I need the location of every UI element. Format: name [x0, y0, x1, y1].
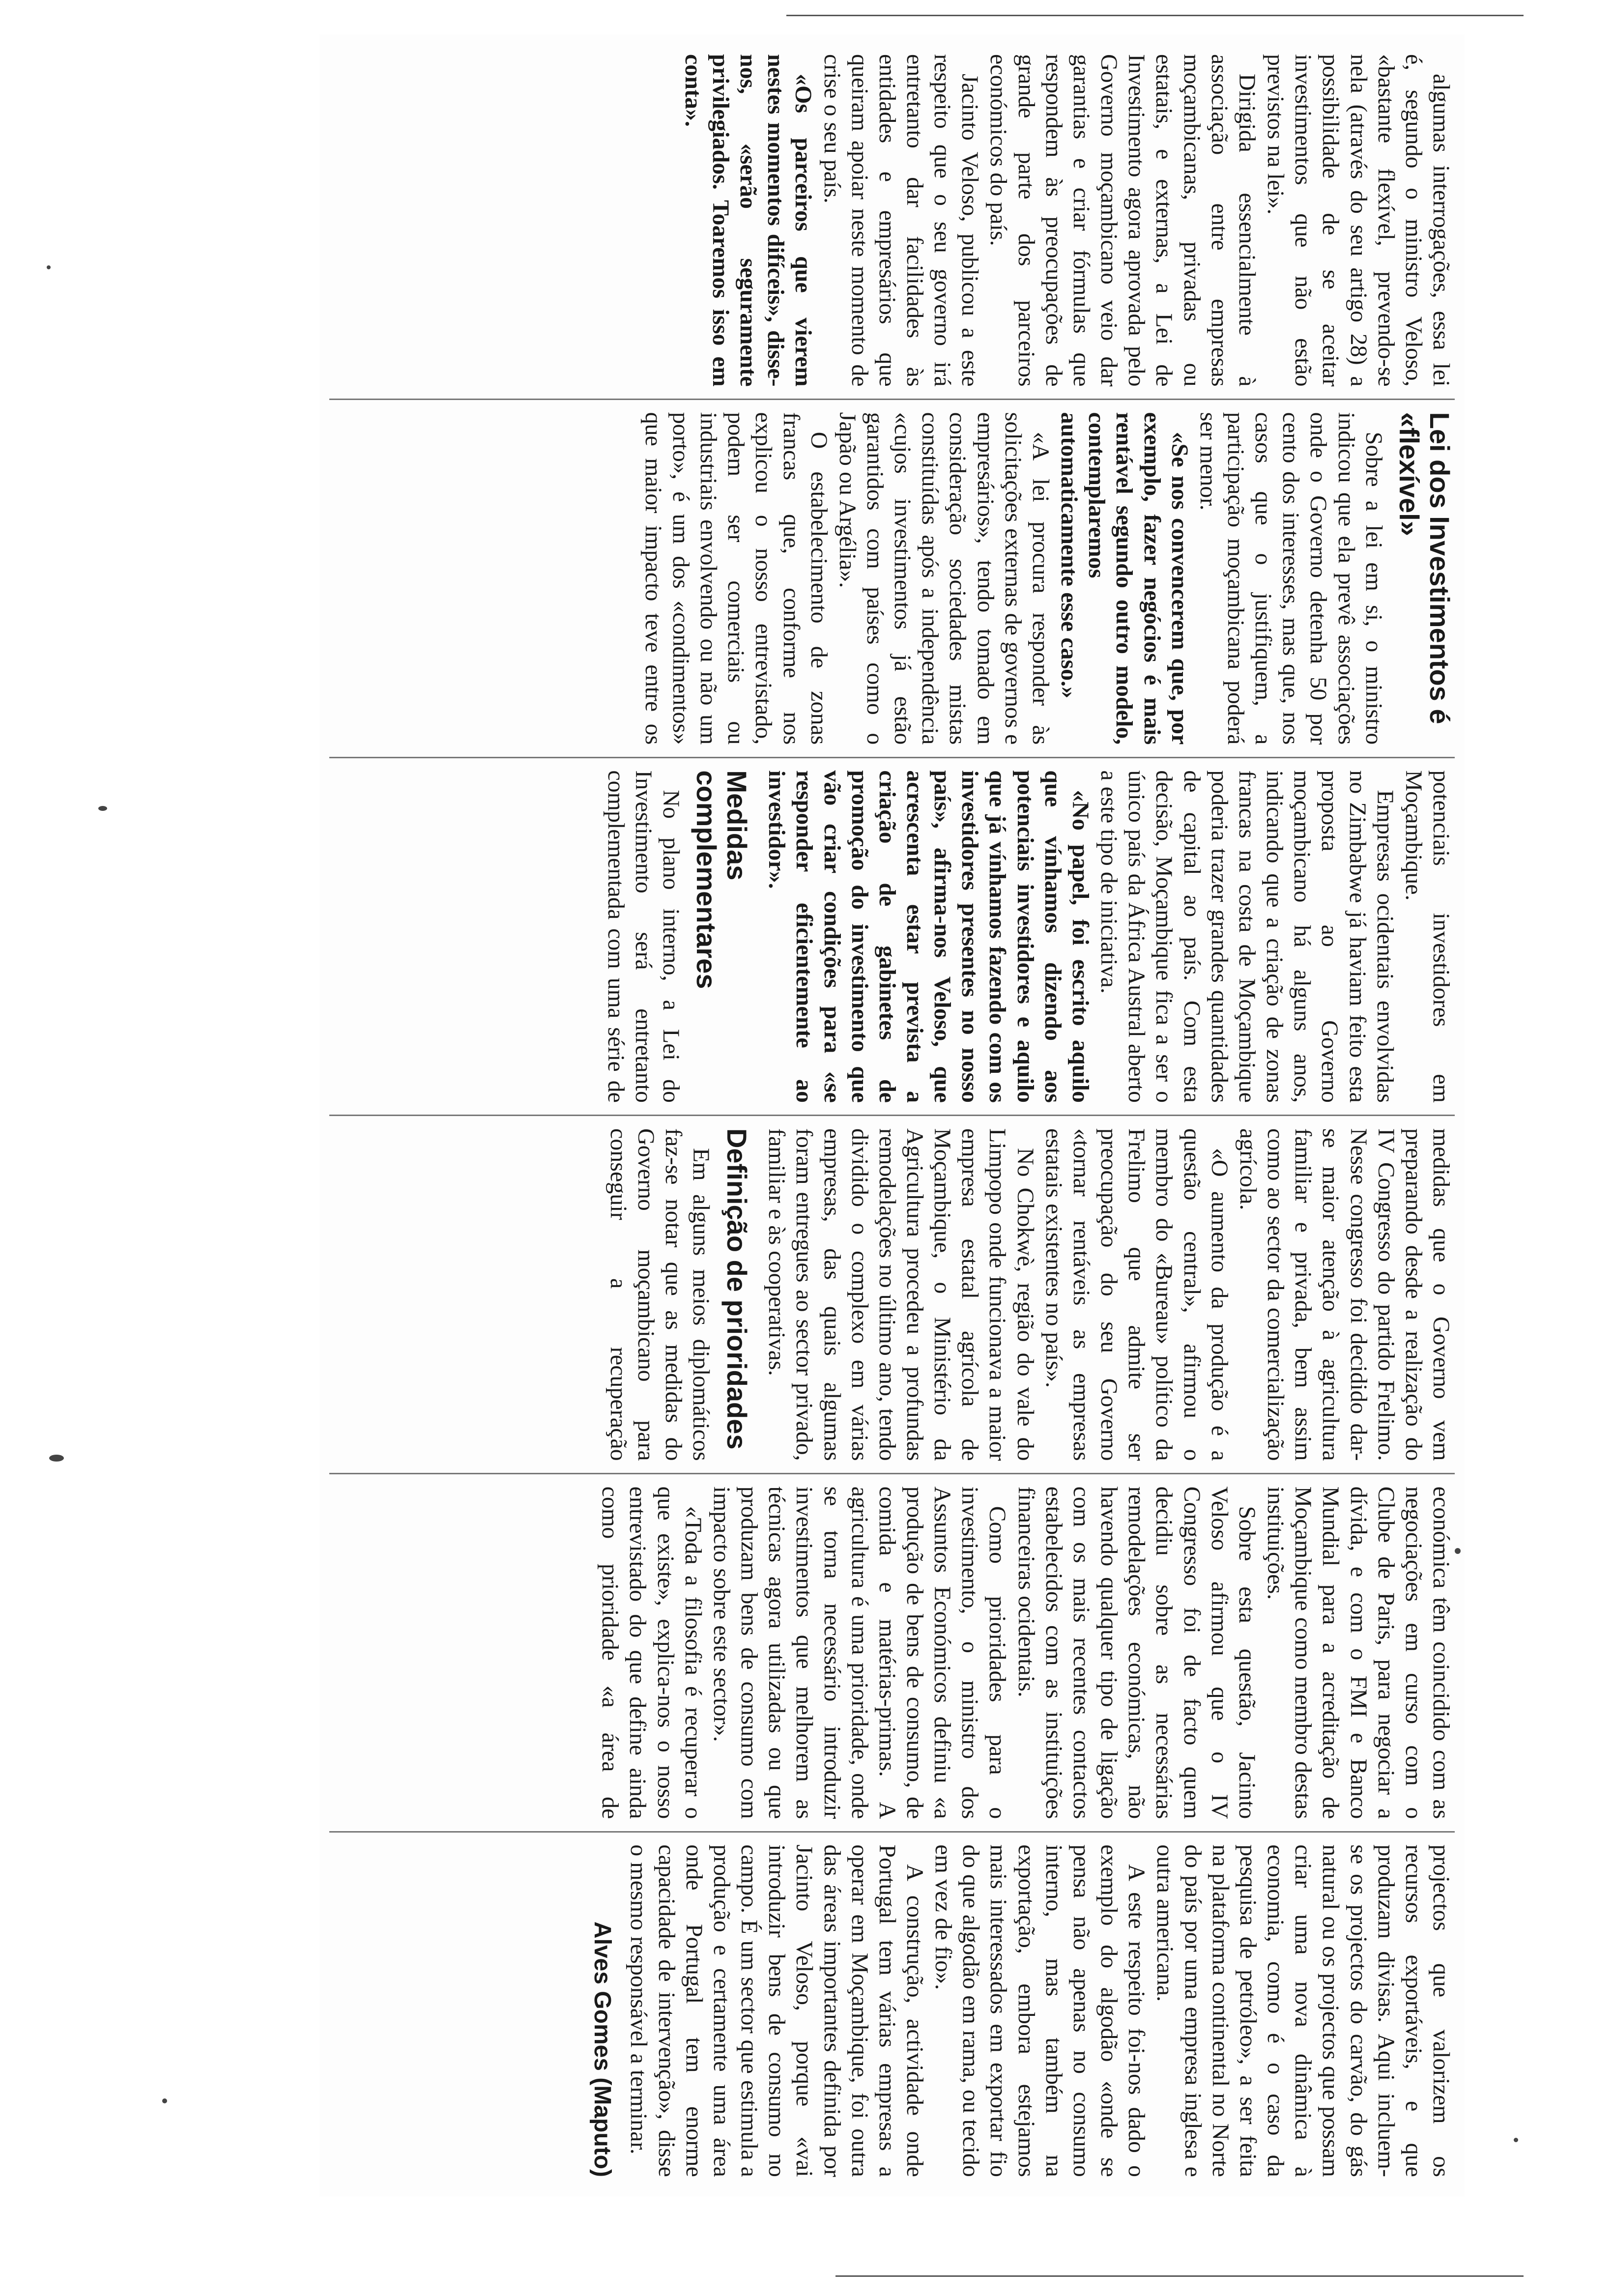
article-paragraph: A construção, actividade onde Portugal tem várias empresas a operar em Moçambique, foi outra das áreas importantes definida por Jacinto Veloso, porque «vai introduzir bens de consumo no campo. É um sector que estimula a produção e certamente uma área onde Portugal tem enorme capacidade de intervenção», disse o mesmo responsável a terminar.	[626, 1844, 928, 2177]
article-paragraph: No plano interno, a Lei do Investimento será entretanto complementada com uma série de medidas que o Governo vem preparando desde a realização do IV Congresso do partido Frelimo. Nesse congresso foi decidido dar-se maior atenção à agricultura familiar e privada, bem assim como ao sector da comercialização agrícola.	[603, 770, 1454, 1461]
article-paragraph: «A lei procura responder às solicitações externas de governos e empresários», tendo tomado em consideração sociedades mistas constituídas após a independência «cujos investimentos já estão garantidos com países como o Japão ou Argélia».	[834, 412, 1054, 745]
article-paragraph: Dirigida essencialmente à associação entre empresas moçambicanas, privadas ou estatais, e externas, a Lei de Investimento agora aprovada pelo Governo moçambicano veio dar garantias e criar fórmulas que respondem às preocupações de grande parte dos parceiros económicos do país.	[985, 54, 1260, 387]
article-paragraph: «Toda a filosofia é recuperar o que existe», explica-nos o nosso entrevistado do que define ainda como prioridade «a área de projectos que valorizem os recursos exportáveis, e que produzam divisas. Aqui incluem-se os projectos do carvão, do gás natural ou os projectos que possam criar uma nova dinâmica à economia, como é o caso da pesquisa de petróleo», a ser feita na plataforma continental no Norte do país por uma empresa inglesa e outra americana.	[597, 1486, 1454, 2177]
article-paragraph-bold: «Os parceiros que vierem nestes momentos difíceis», disse-nos, «serão seguramente privilegiados. Toaremos isso em conta».	[680, 54, 817, 387]
article-paragraph-bold: «Se nos convencerem que, por exemplo, fazer negócios é mais rentável segundo outro modelo, contemplaremos automaticamente esse caso.»	[1056, 412, 1193, 745]
article-paragraph: Empresas ocidentais envolvidas no Zimbabwe já haviam feito esta proposta ao Governo moçambicano há alguns anos, indicando que a criação de zonas francas na costa de Moçambique poderia trazer grandes quantidades de capital ao país. Com esta decisão, Moçambique fica a ser o único país da África Austral aberto a este tipo de iniciativa.	[1096, 770, 1398, 1103]
article-paragraph: Sobre esta questão, Jacinto Veloso afirmou que o IV Congresso foi de facto quem decidiu sobre as necessárias remodelações económicas, não havendo qualquer tipo de ligação com os mais recentes contactos estabelecidos com as instituições financeiras ocidentais.	[1013, 1486, 1260, 1819]
section-heading-priorities: Definição de prioridades	[721, 1128, 753, 1450]
scan-edge-mark	[786, 15, 1524, 16]
author-signature: Alves Gomes (Maputo)	[589, 1921, 616, 2177]
article-paragraph: Como prioridades para o investimento, o ministro dos Assuntos Económicos definiu «a produção de bens de consumo, de comida e matérias-primas. A agricultura é uma prioridade, onde se torna necessário introduzir investimentos que melhorem as técnicas agora utilizadas ou que produzam bens de consumo com impacto sobre este sector».	[708, 1486, 1011, 1819]
article-paragraph: O estabelecimento de zonas francas que, conforme nos explicou o nosso entrevistado, podem ser comerciais ou industriais envolvendo ou não um porto», é um dos «condimentos» que maior impacto teve entre os potenciais investidores em Moçambique.	[640, 412, 1454, 1103]
article-paragraph: A este respeito foi-nos dado o exemplo do algodão «onde se pensa não apenas no consumo interno, mas também na exportação, embora estejamos mais interessados em exportar fio do que algodão em rama, ou tecido em vez de fio».	[930, 1844, 1150, 2177]
section-heading-complementary-measures: Medidas complementares	[691, 770, 753, 989]
article-paragraph: No Chokwè, região do vale do Limpopo onde funcionava a maior empresa estatal agrícola de Moçambique, o Ministério da Agricultura procedeu a profundas remodelações no último ano, tendo dividido o complexo em várias empresas, das quais algumas foram entregues ao sector privado, familiar e às cooperativas.	[764, 1128, 1038, 1461]
section-heading-investment-law: Lei dos Investimentos é «flexível»	[1394, 412, 1455, 724]
scan-speck	[98, 806, 107, 811]
scan-speck	[1514, 2138, 1518, 2142]
scan-edge-mark	[835, 2275, 1524, 2277]
scan-speck	[49, 1455, 64, 1462]
scan-speck	[47, 265, 51, 269]
scan-speck	[162, 2098, 167, 2103]
newspaper-clipping	[319, 34, 1465, 2197]
article-paragraph: algumas interrogações, essa lei é, segundo o ministro Veloso, «bastante flexível, prevendo-se nela (através do seu artigo 28) a possibilidade de se aceitar investimentos que não estão previstos na lei».	[1263, 54, 1454, 387]
article-paragraph: Jacinto Veloso, publicou a este respeito que o seu governo irá entretanto dar facilidades às entidades e empresários que queiram apoiar neste momento de crise o seu país.	[819, 54, 983, 387]
article-paragraph: Em alguns meios diplomáticos faz-se notar que as medidas do Governo moçambicano para conseguir a recuperação económica têm coincidido com as negociações em curso com o Clube de Paris, para negociar a dívida, e com o FMI e Banco Mundial para a acreditação de Moçambique como membro destas instituições.	[605, 1128, 1454, 1819]
scan-speck	[1455, 1548, 1461, 1554]
article-paragraph: «O aumento da produção é a questão central», afirmou o membro do «Bureau» político da Frelimo que admite ser preocupação do seu Governo «tornar rentáveis as empresas estatais existentes no país».	[1040, 1128, 1233, 1461]
article-paragraph: Sobre a lei em si, o ministro indicou que ela prevê associações onde o Governo detenha 50 por cento dos interesses, mas que, nos casos que o justifiquem, a participação moçambicana poderá ser menor.	[1195, 412, 1387, 745]
article-paragraph-bold: «No papel, foi escrito aquilo que vínhamos dizendo aos potenciais investidores e aquilo que já vínhamos fazendo com os investidores presentes no nosso país», afirma-nos Veloso, que acrescenta estar prevista a criação de gabinetes de promoção do investimento que vão criar condições para «se responder eficientemente ao investidor».	[764, 770, 1094, 1103]
